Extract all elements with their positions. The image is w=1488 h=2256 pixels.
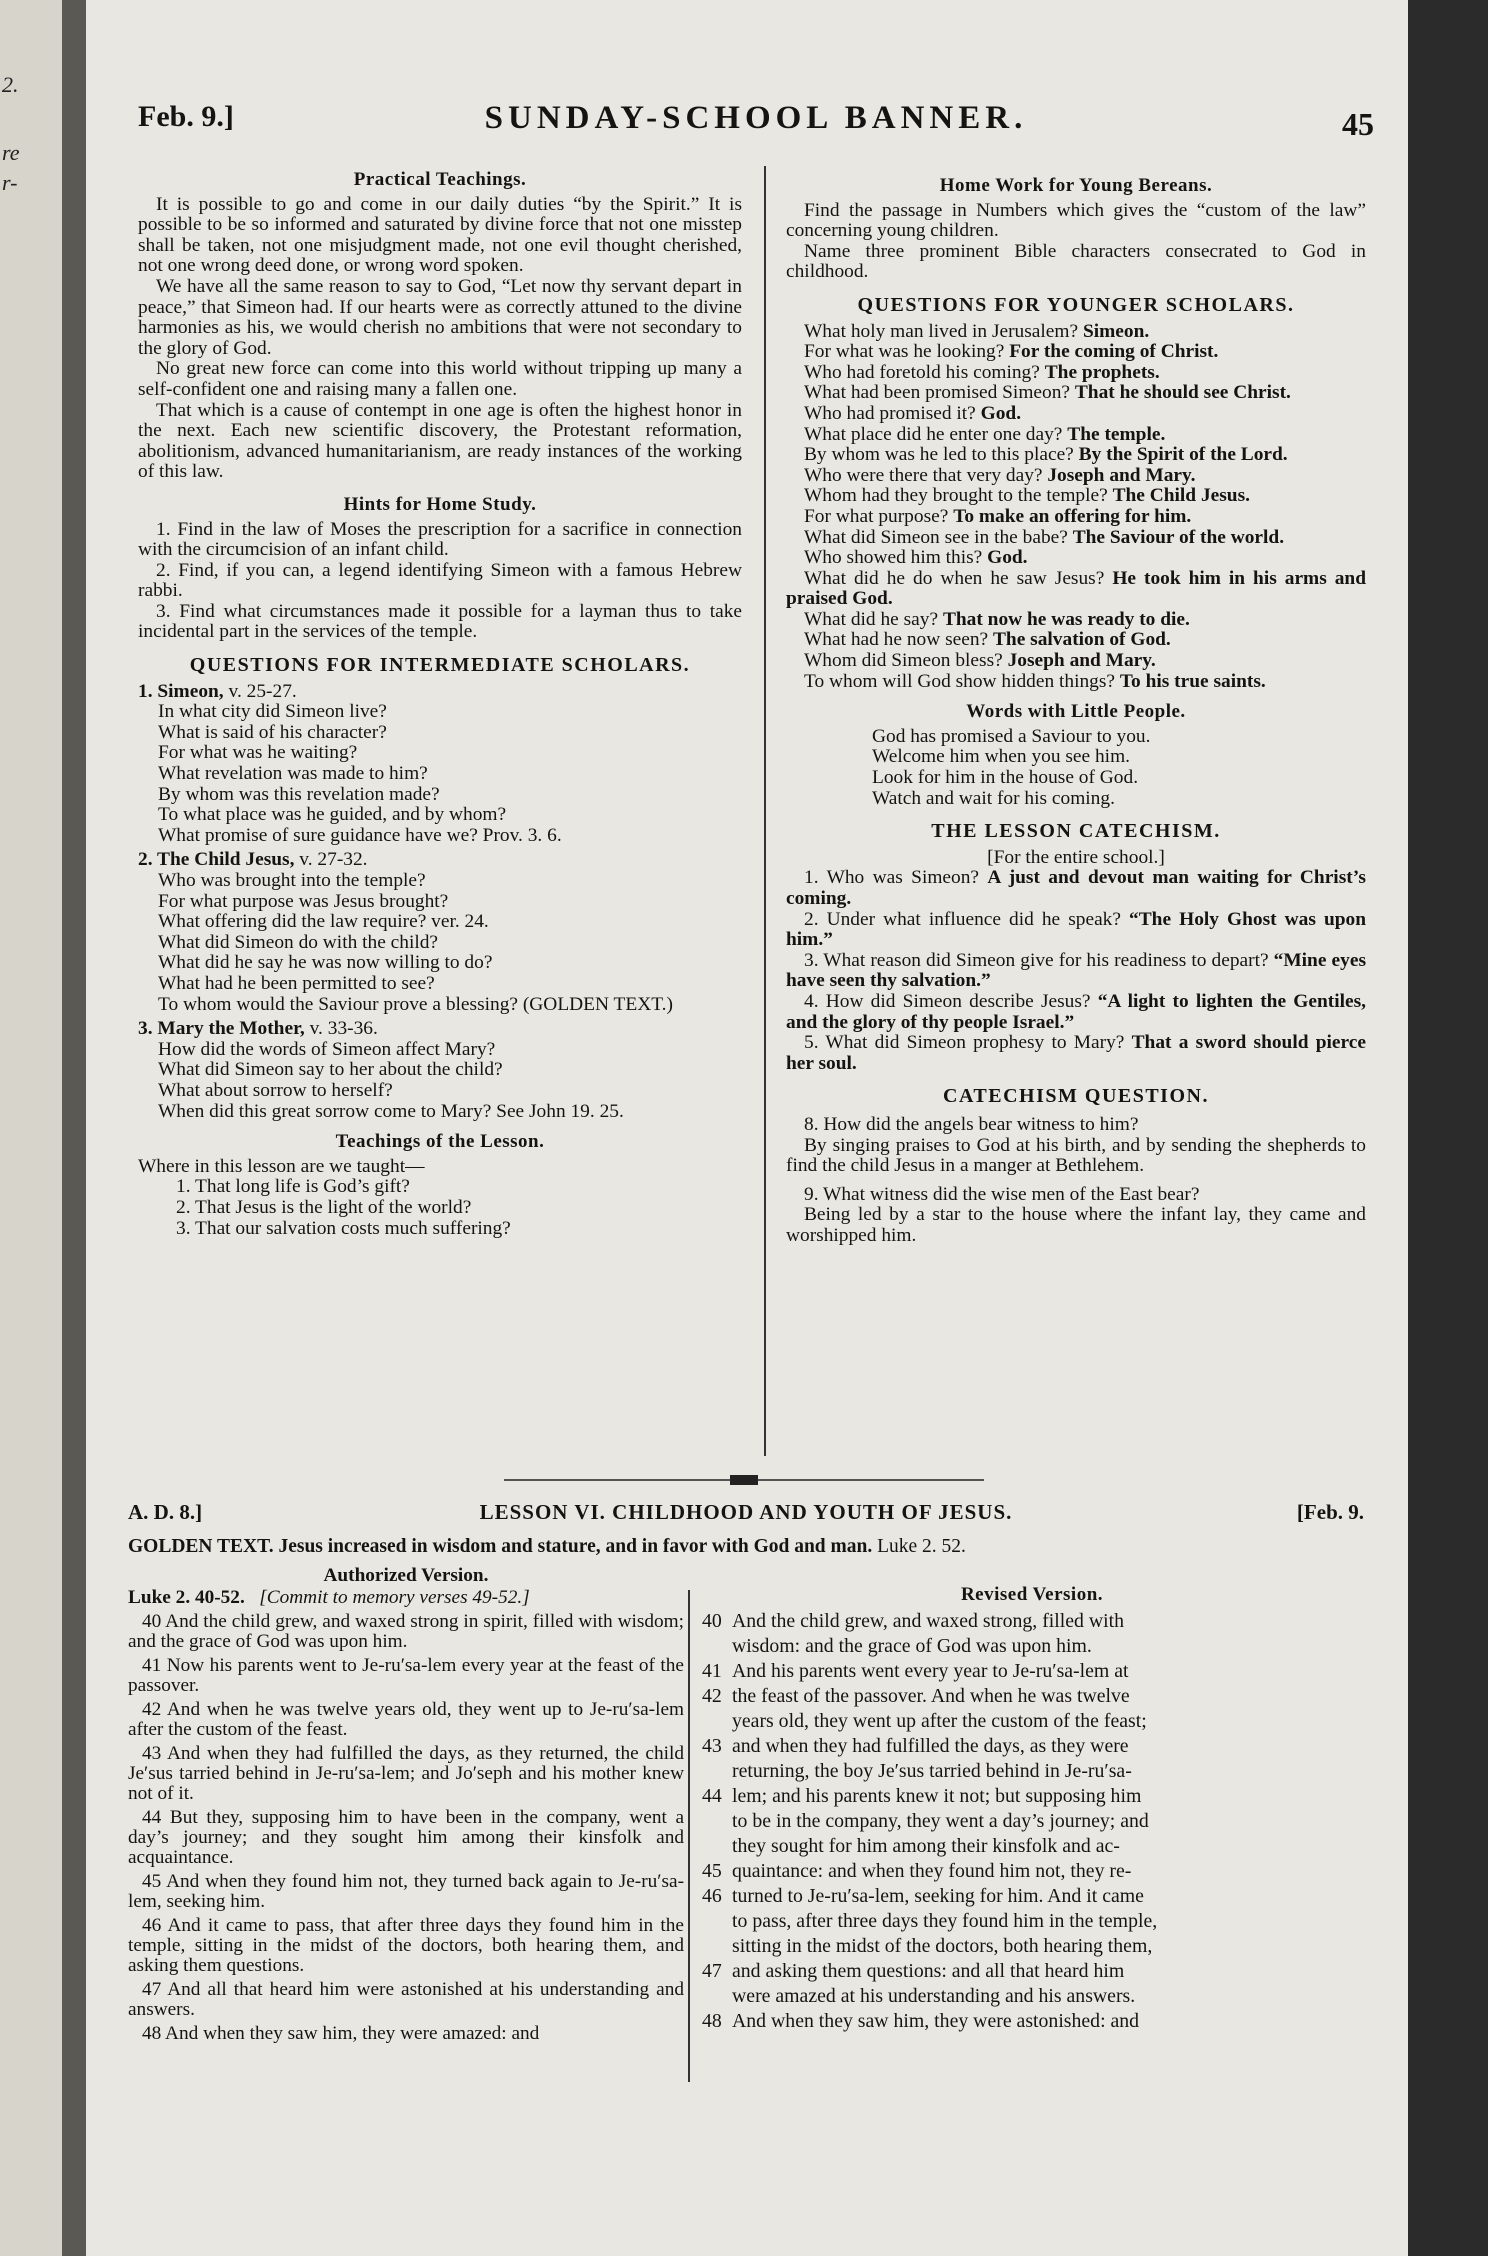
section-heading: Teachings of the Lesson.	[335, 1131, 545, 1153]
poem	[872, 727, 1366, 809]
answer-text: “The Holy Ghost was upon him.”	[786, 908, 1366, 951]
verse-line	[702, 1884, 1362, 1909]
catechism-item	[786, 1033, 1366, 1074]
teachings-intro: Where in this lesson are we taught—	[138, 1155, 425, 1177]
question-answer	[786, 445, 1366, 466]
question-text: What did he say?	[804, 608, 939, 630]
paragraph: We have all the same reason to say to God, “Let now thy servant depart in peace,” that Simeon had. If our hearts were as correctly attuned to the divine harmonies as his, we would cherish no ambitions that were not secondary to the glory of God.	[138, 275, 742, 359]
question-answer	[786, 507, 1366, 528]
answer-text: By singing praises to God at his birth, and by sending the shepherds to find the child Jesus in a manger at Bethlehem.	[786, 1134, 1366, 1177]
answer-text: He took him in his arms and praised God.	[786, 567, 1366, 610]
teaching-item: 2. That Jesus is the light of the world?	[176, 1196, 472, 1218]
version-title: Revised Version.	[960, 1584, 1104, 1605]
catechism-item	[786, 951, 1366, 992]
verse-line	[702, 1959, 1362, 1984]
verse-number	[702, 1909, 732, 1934]
question-answer	[786, 548, 1366, 569]
question: What is said of his character?	[158, 721, 387, 743]
question-answer	[786, 404, 1366, 425]
question: To what place was he guided, and by whom?	[158, 804, 507, 826]
ornament-divider	[504, 1474, 984, 1486]
section-heading: THE LESSON CATECHISM.	[931, 820, 1221, 843]
verse-number	[702, 1834, 732, 1859]
verse-line	[702, 1834, 1362, 1859]
verse-line	[702, 1734, 1362, 1759]
verse-line	[702, 1634, 1362, 1659]
answer-text: “A light to lighten the Gentiles, and the glory of thy people Israel.”	[786, 990, 1366, 1033]
verse-text: were amazed at his understanding and his answers.	[732, 1985, 1136, 2007]
catechism-item	[786, 868, 1366, 909]
question-text: 9. What witness did the wise men of the East bear?	[804, 1183, 1200, 1205]
margin-fragment: re	[2, 140, 20, 165]
verse-line	[702, 1984, 1362, 2009]
golden-ref: Luke 2. 52.	[877, 1536, 966, 1557]
question-group	[138, 682, 742, 847]
question-group	[138, 850, 742, 1015]
question-text: 8. How did the angels bear witness to him?	[804, 1113, 1139, 1135]
column-rule	[688, 1590, 690, 2082]
section-heading: Hints for Home Study.	[343, 493, 537, 515]
question-answer	[786, 528, 1366, 549]
question: Who was brought into the temple?	[158, 870, 426, 891]
answer-text: The temple.	[1067, 423, 1166, 445]
question: What did Simeon do with the child?	[158, 931, 439, 953]
question: To whom would the Saviour prove a blessing? (GOLDEN TEXT.)	[158, 993, 673, 1015]
answer-text: “Mine eyes have seen thy salvation.”	[786, 949, 1366, 992]
version-title: Authorized Version.	[323, 1565, 489, 1586]
answer-text: Joseph and Mary.	[1047, 464, 1196, 486]
verse-text: sitting in the midst of the doctors, both hearing them,	[732, 1935, 1153, 1957]
question: In what city did Simeon live?	[158, 701, 387, 723]
poem-line: Look for him in the house of God.	[872, 767, 1139, 789]
question: For what was he waiting?	[158, 742, 358, 764]
section-heading: QUESTIONS FOR INTERMEDIATE SCHOLARS.	[189, 654, 691, 677]
verse-number: 48	[702, 2010, 722, 2032]
verse-line	[702, 1809, 1362, 1834]
verse-line	[702, 1909, 1362, 1934]
question-text: 1. Who was Simeon?	[804, 867, 980, 889]
answer-text: The Child Jesus.	[1112, 485, 1250, 507]
verse-text: to pass, after three days they found him in the temple,	[732, 1910, 1158, 1932]
verse-number	[702, 1759, 732, 1784]
question-answer	[786, 630, 1366, 651]
verse-line	[702, 1784, 1362, 1809]
page-number: 45	[1342, 106, 1374, 142]
verse-list	[702, 1609, 1362, 2034]
answer-text: For the coming of Christ.	[1009, 341, 1219, 363]
verse-text: returning, the boy Je′sus tarried behind in Je-ru′sa-	[732, 1760, 1132, 1782]
question-answer	[786, 672, 1366, 693]
answer-text: God.	[987, 547, 1028, 569]
catechism-subtitle: [For the entire school.]	[987, 846, 1165, 868]
hint-item: 1. Find in the law of Moses the prescription for a sacrifice in connection with the circumcision of an infant child.	[138, 518, 742, 561]
answer-text: That he should see Christ.	[1074, 382, 1291, 404]
answer-text: By the Spirit of the Lord.	[1078, 444, 1288, 466]
verse-text: turned to Je-ru′sa-lem, seeking for him. And it came	[732, 1885, 1144, 1907]
question: What promise of sure guidance have we? Prov. 3. 6.	[158, 824, 562, 846]
margin-fragment: 2.	[2, 72, 19, 97]
verse-line	[702, 1609, 1362, 1634]
question: What did he say he was now willing to do?	[158, 952, 493, 974]
lesson-date-right: [Feb. 9.	[1296, 1500, 1364, 1524]
question-text: Who had foretold his coming?	[804, 361, 1040, 383]
revised-version	[702, 1582, 1362, 2034]
question-text: What had he now seen?	[804, 629, 989, 651]
question-text: Who were there that very day?	[804, 464, 1043, 486]
magazine-page	[86, 0, 1408, 2256]
answer-text: The Saviour of the world.	[1072, 526, 1285, 548]
verse-line	[702, 1934, 1362, 1959]
verse-text: quaintance: and when they found him not, they re-	[732, 1860, 1132, 1882]
page-binding	[62, 0, 86, 2256]
section-heading: QUESTIONS FOR YOUNGER SCHOLARS.	[857, 293, 1295, 316]
question-group	[138, 1019, 742, 1122]
question-answer	[786, 425, 1366, 446]
question-answer	[786, 610, 1366, 631]
paragraph: That which is a cause of contempt in one age is often the highest honor in the next. Each new scientific discovery, the Protestant reformation, abolitionism, advanced humanitarianism, are ready instances of the working of this law.	[138, 399, 742, 483]
question-answer	[786, 569, 1366, 610]
verse-number: 41	[702, 1660, 722, 1682]
question-text: What did Simeon see in the babe?	[804, 526, 1068, 548]
question-text: What holy man lived in Jerusalem?	[804, 320, 1079, 342]
verse-text: lem; and his parents knew it not; but supposing him	[732, 1785, 1142, 1807]
poem-line: Watch and wait for his coming.	[872, 787, 1115, 809]
paragraph: No great new force can come into this world without tripping up many a self-confident one and raising many a fallen one.	[138, 358, 742, 400]
verse: 41 Now his parents went to Je-ru′sa-lem every year at the feast of the passover.	[128, 1655, 684, 1696]
verse-line	[702, 1684, 1362, 1709]
verse-number: 46	[702, 1885, 722, 1907]
verse: 44 But they, supposing him to have been in the company, went a day’s journey; and they sought him among their kinsfolk and acquaintance.	[128, 1807, 684, 1868]
question-answer	[786, 363, 1366, 384]
answer-text: A just and devout man waiting for Christ’s coming.	[786, 867, 1366, 909]
verse-number: 44	[702, 1785, 722, 1807]
verse: 42 And when he was twelve years old, they went up to Je-ru′sa-lem after the custom of the feast.	[128, 1699, 684, 1740]
teaching-item: 1. That long life is God’s gift?	[176, 1176, 410, 1198]
verse-text: they sought for him among their kinsfolk and ac-	[732, 1835, 1120, 1857]
answer-text: The salvation of God.	[993, 629, 1171, 651]
section-heading: Practical Teachings.	[353, 169, 527, 190]
question: How did the words of Simeon affect Mary?	[158, 1038, 496, 1060]
verse-text: the feast of the passover. And when he was twelve	[732, 1685, 1130, 1707]
question-text: Whom had they brought to the temple?	[804, 485, 1108, 507]
verse-line	[702, 1709, 1362, 1734]
verse: 43 And when they had fulfilled the days, as they returned, the child Je′sus tarried behind in Je-ru′sa-lem; and Jo′seph and his mother knew not of it.	[128, 1743, 684, 1804]
younger-questions	[786, 322, 1366, 693]
hint-item: 2. Find, if you can, a legend identifying Simeon with a famous Hebrew rabbi.	[138, 559, 742, 602]
question-answer	[786, 486, 1366, 507]
verse-number	[702, 1634, 732, 1659]
golden-verse: Jesus increased in wisdom and stature, and in favor with God and man.	[278, 1536, 873, 1557]
section-heading: Home Work for Young Bereans.	[939, 175, 1213, 196]
question-text: 5. What did Simeon prophesy to Mary?	[804, 1032, 1125, 1054]
verse-line	[702, 1759, 1362, 1784]
verse-number	[702, 1934, 732, 1959]
left-column	[138, 164, 742, 1239]
poem-line: God has promised a Saviour to you.	[872, 725, 1151, 747]
question-group-title: 1. Simeon, v. 25-27.	[138, 680, 297, 702]
catechism-item	[786, 992, 1366, 1033]
golden-label: GOLDEN TEXT.	[128, 1536, 274, 1557]
catechism-questions	[786, 868, 1366, 1074]
question-answer	[786, 322, 1366, 343]
paragraph: Find the passage in Numbers which gives the “custom of the law” concerning young children.	[786, 199, 1366, 242]
question-text: Who showed him this?	[804, 547, 983, 569]
verse-text: wisdom: and the grace of God was upon him.	[732, 1635, 1092, 1657]
question-answer	[786, 383, 1366, 404]
question-answer	[786, 466, 1366, 487]
section-heading: Words with Little People.	[966, 701, 1186, 723]
question: What offering did the law require? ver. 24.	[158, 911, 489, 933]
margin-fragment: r-	[2, 170, 18, 195]
question-text: For what purpose?	[804, 505, 949, 527]
question: What did Simeon say to her about the child?	[158, 1059, 503, 1081]
answer-text: Simeon.	[1082, 320, 1150, 342]
verse-text: And when they saw him, they were astonished: and	[732, 2010, 1140, 2032]
question-text: Who had promised it?	[804, 402, 976, 424]
lesson-title: LESSON VI. CHILDHOOD AND YOUTH OF JESUS.	[479, 1500, 1013, 1524]
answer-text: That now he was ready to die.	[942, 608, 1190, 630]
verse-line	[702, 2009, 1362, 2034]
paragraph: It is possible to go and come in our daily duties “by the Spirit.” It is possible to be so informed and saturated by divine force that not one misstep shall be taken, not one misjudgment made, not one evil thought cherished, not one wrong deed done, or wrong word spoken.	[138, 193, 742, 277]
answer-text: That a sword should pierce her soul.	[786, 1032, 1366, 1074]
question: For what purpose was Jesus brought?	[158, 890, 449, 912]
answer-text: To his true saints.	[1119, 670, 1266, 692]
question-text: 3. What reason did Simeon give for his readiness to depart?	[804, 949, 1269, 971]
answer-text: Being led by a star to the house where the infant lay, they came and worshipped him.	[786, 1204, 1366, 1246]
answer-text: The prophets.	[1044, 361, 1160, 383]
question-answer	[786, 651, 1366, 672]
verse-text: to be in the company, they went a day’s journey; and	[732, 1810, 1149, 1832]
hint-item: 3. Find what circumstances made it possible for a layman thus to take incidental part in the services of the temple.	[138, 600, 742, 643]
verse-number: 42	[702, 1685, 722, 1707]
verse-number: 47	[702, 1960, 722, 1982]
answer-text: To make an offering for him.	[953, 505, 1192, 527]
column-rule	[764, 166, 766, 1456]
paragraph: Name three prominent Bible characters consecrated to God in childhood.	[786, 240, 1366, 283]
question: What had he been permitted to see?	[158, 972, 435, 994]
poem-line: Welcome him when you see him.	[872, 746, 1130, 768]
verse-number	[702, 1984, 732, 2009]
question-text: For what was he looking?	[804, 341, 1005, 363]
question-text: What did he do when he saw Jesus?	[804, 567, 1105, 589]
question-text: What had been promised Simeon?	[804, 382, 1071, 404]
verse-line	[702, 1659, 1362, 1684]
lesson-date: A. D. 8.]	[128, 1500, 203, 1524]
running-header	[138, 100, 1374, 148]
verse-number: 45	[702, 1860, 722, 1882]
header-date: Feb. 9.]	[138, 100, 234, 133]
verse-number	[702, 1809, 732, 1834]
verse-line	[702, 1859, 1362, 1884]
teaching-item: 3. That our salvation costs much suffering?	[176, 1217, 511, 1239]
verse-text: and when they had fulfilled the days, as they were	[732, 1735, 1129, 1757]
authorized-version	[128, 1566, 684, 2044]
answer-text: God.	[980, 402, 1022, 424]
answer-text: Joseph and Mary.	[1007, 650, 1156, 672]
verse: 47 And all that heard him were astonished at his understanding and answers.	[128, 1979, 684, 2020]
verse-number	[702, 1709, 732, 1734]
right-column	[786, 170, 1366, 1247]
scripture-ref-line: Luke 2. 40-52. [Commit to memory verses 49-52.]	[128, 1587, 530, 1608]
verse-text: and asking them questions: and all that heard him	[732, 1960, 1125, 1982]
golden-text	[128, 1536, 1364, 1558]
verse-text: And the child grew, and waxed strong, filled with	[732, 1610, 1125, 1632]
verse: 46 And it came to pass, that after three days they found him in the temple, sitting in the midst of the doctors, both hearing them, and asking them questions.	[128, 1915, 684, 1976]
question: By whom was this revelation made?	[158, 783, 440, 805]
question-text: By whom was he led to this place?	[804, 444, 1074, 466]
verse: 48 And when they saw him, they were amazed: and	[142, 2023, 540, 2044]
question-text: What place did he enter one day?	[804, 423, 1063, 445]
lesson-header	[128, 1500, 1364, 1526]
question-group-title: 3. Mary the Mother, v. 33-36.	[138, 1018, 378, 1040]
question-answer	[786, 342, 1366, 363]
verse: 45 And when they found him not, they turned back again to Je-ru′sa-lem, seeking him.	[128, 1871, 684, 1912]
question: What revelation was made to him?	[158, 763, 428, 785]
verse: 40 And the child grew, and waxed strong in spirit, filled with wisdom; and the grace of God was upon him.	[128, 1611, 684, 1652]
question-text: Whom did Simeon bless?	[804, 650, 1003, 672]
question-text: 2. Under what influence did he speak?	[804, 908, 1121, 930]
question: When did this great sorrow come to Mary? See John 19. 25.	[158, 1100, 624, 1122]
question-text: 4. How did Simeon describe Jesus?	[804, 990, 1091, 1012]
masthead: SUNDAY-SCHOOL BANNER.	[484, 100, 1028, 136]
catechism-item	[786, 910, 1366, 951]
section-heading: CATECHISM QUESTION.	[943, 1085, 1209, 1108]
verse-number: 40	[702, 1610, 722, 1632]
question-group-title: 2. The Child Jesus, v. 27-32.	[138, 849, 368, 871]
verse-text: years old, they went up after the custom of the feast;	[732, 1710, 1147, 1732]
previous-page-edge	[0, 0, 62, 2256]
question-text: To whom will God show hidden things?	[804, 670, 1116, 692]
catechism-question-list	[786, 1115, 1366, 1247]
verse-text: And his parents went every year to Je-ru′sa-lem at	[732, 1660, 1129, 1682]
verse-list	[128, 1612, 684, 2044]
question: What about sorrow to herself?	[158, 1079, 393, 1101]
verse-number: 43	[702, 1735, 722, 1757]
